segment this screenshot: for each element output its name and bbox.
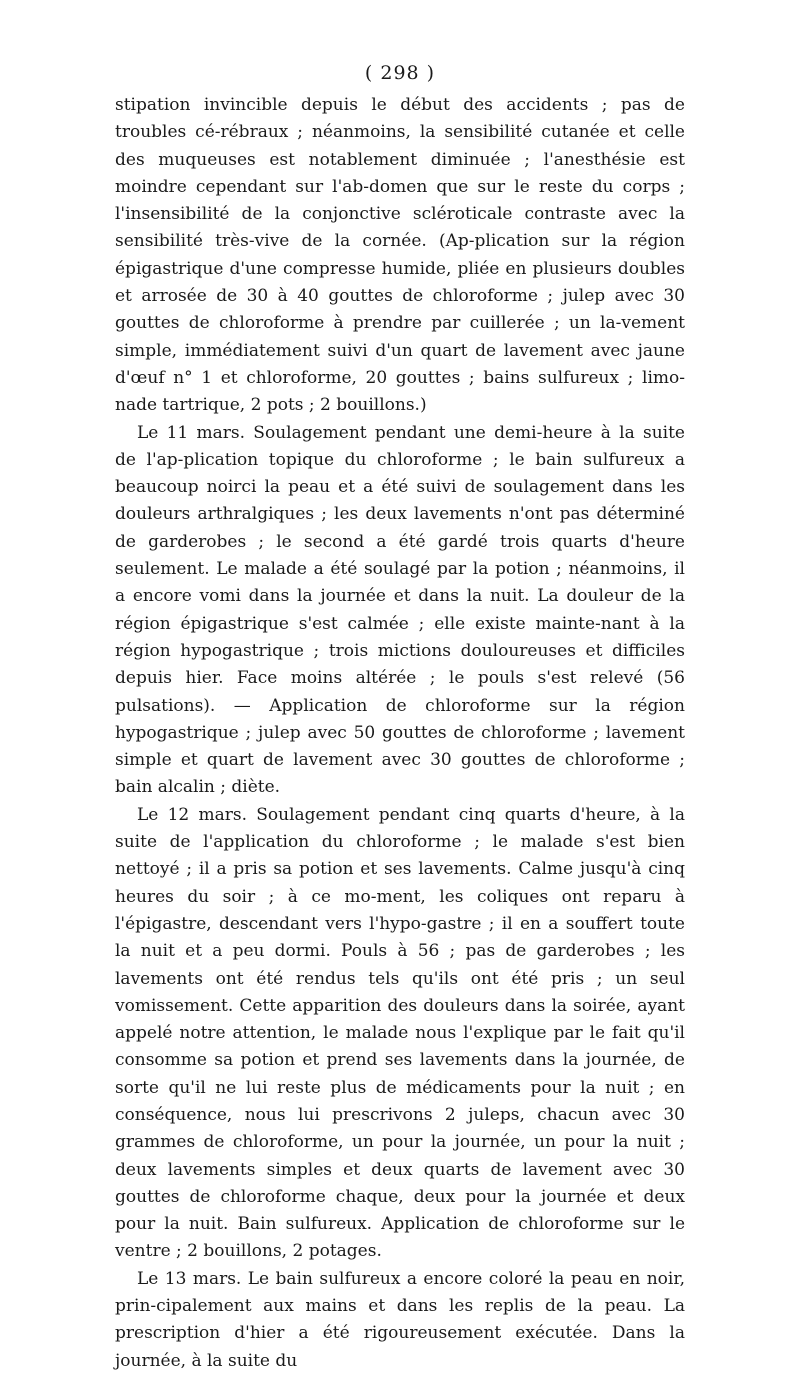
page-body xyxy=(115,92,685,1375)
paragraph-13-mars: Le 13 mars. Le bain sulfureux a encore coloré la peau en noir, prin-cipalement aux mains et dans les replis de la peau. La prescription d'hier a été rigoureusement exécutée. Dans la journée, à la suite du xyxy=(115,1268,685,1371)
book-page xyxy=(115,60,685,1375)
paragraph-11-mars: Le 11 mars. Soulagement pendant une demi-heure à la suite de l'ap-plication topique du chloroforme ; le bain sulfureux a beaucoup noirci la peau et a été suivi de soulagement dans les douleurs arthralgiques ; les deux lavements n'ont pas déterminé de garderobes ; le second a été gardé trois quarts d'heure seulement. Le malade a été soulagé par la potion ; néanmoins, il a encore vomi dans la journée et dans la nuit. La douleur de la région épigastrique s'est calmée ; elle existe mainte-nant à la région hypogastrique ; trois mictions douloureuses et difficiles depuis hier. Face moins altérée ; le pouls s'est relevé (56 pulsations). — Application de chloroforme sur la région hypogastrique ; julep avec 50 gouttes de chloroforme ; lavement simple et quart de lavement avec 30 gouttes de chloroforme ; bain alcalin ; diète. xyxy=(115,422,685,798)
paragraph-continuation: stipation invincible depuis le début des accidents ; pas de troubles cé-rébraux ; néanmoins, la sensibilité cutanée et celle des muqueuses est notablement diminuée ; l'anesthésie est moindre cependant sur l'ab-domen que sur le reste du corps ; l'insensibilité de la conjonctive scléroticale contraste avec la sensibilité très-vive de la cornée. (Ap-plication sur la région épigastrique d'une compresse humide, pliée en plusieurs doubles et arrosée de 30 à 40 gouttes de chloroforme ; julep avec 30 gouttes de chloroforme à prendre par cuillerée ; un la-vement simple, immédiatement suivi d'un quart de lavement avec jaune d'œuf n° 1 et chloroforme, 20 gouttes ; bains sulfureux ; limo-nade tartrique, 2 pots ; 2 bouillons.) xyxy=(115,95,685,416)
paragraph-12-mars: Le 12 mars. Soulagement pendant cinq quarts d'heure, à la suite de l'application du chloroforme ; le malade s'est bien nettoyé ; il a pris sa potion et ses lavements. Calme jusqu'à cinq heures du soir ; à ce mo-ment, les coliques ont reparu à l'épigastre, descendant vers l'hypo-gastre ; il en a souffert toute la nuit et a peu dormi. Pouls à 56 ; pas de garderobes ; les lavements ont été rendus tels qu'ils ont été pris ; un seul vomissement. Cette apparition des douleurs dans la soirée, ayant appelé notre attention, le malade nous l'explique par le fait qu'il consomme sa potion et prend ses lavements dans la journée, de sorte qu'il ne lui reste plus de médicaments pour la nuit ; en conséquence, nous lui prescrivons 2 juleps, chacun avec 30 grammes de chloroforme, un pour la journée, un pour la nuit ; deux lavements simples et deux quarts de lavement avec 30 gouttes de chloroforme chaque, deux pour la journée et deux pour la nuit. Bain sulfureux. Application de chloroforme sur le ventre ; 2 bouillons, 2 potages. xyxy=(115,804,685,1262)
page-number: ( 298 ) xyxy=(364,62,436,84)
